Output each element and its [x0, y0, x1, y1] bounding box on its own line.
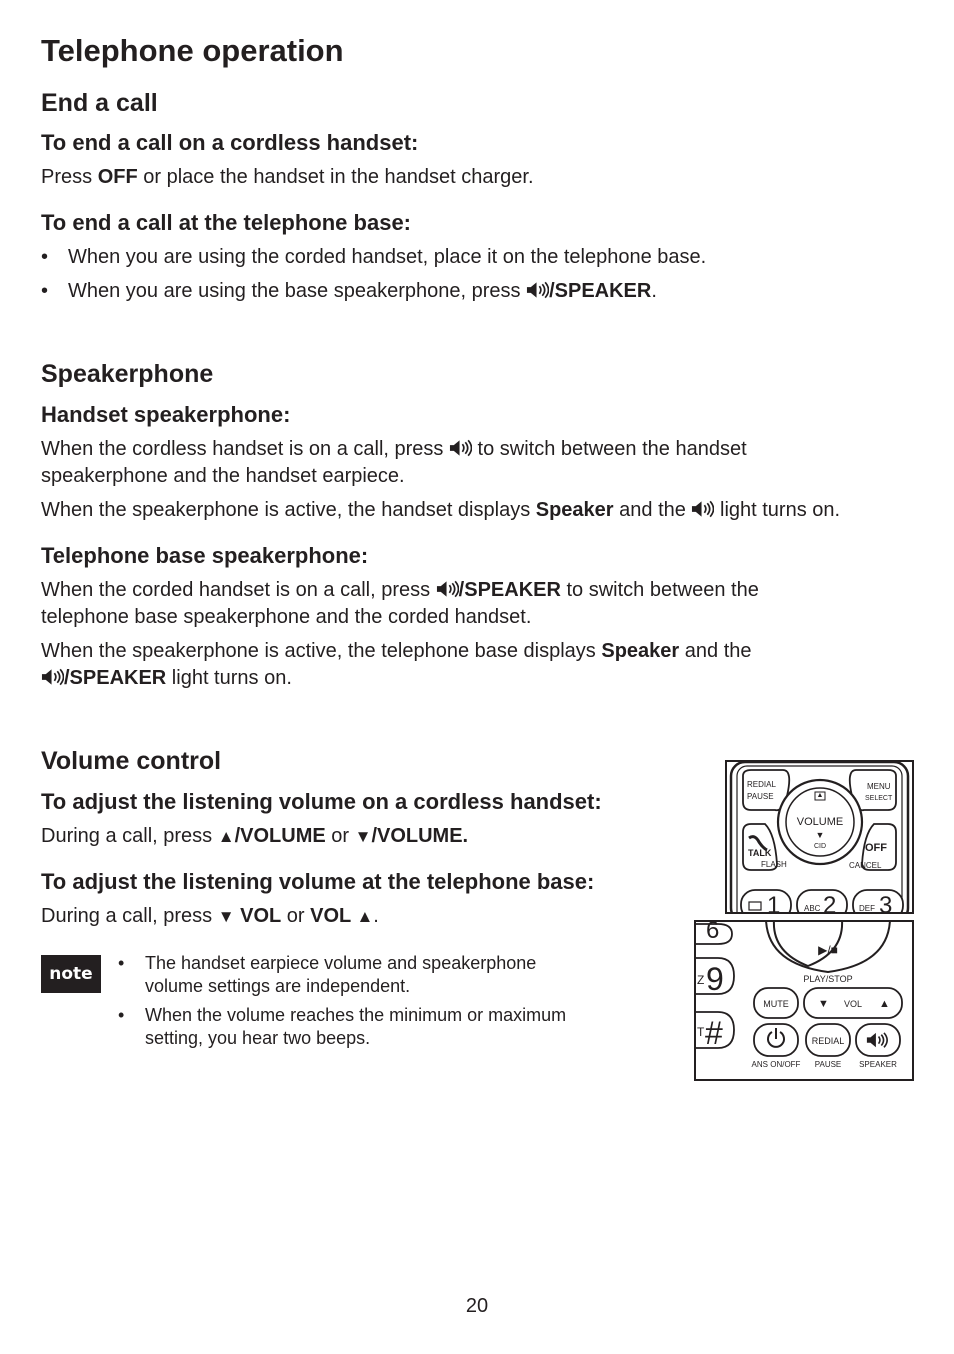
base-redial-label: REDIAL [811, 1036, 845, 1046]
up-arrow-icon: ▲ [217, 827, 235, 846]
base-speakerphone-text-1: When the corded handset is on a call, press /SPEAKER to switch between the telephone base speakerphone and the corded handset. [41, 579, 759, 628]
vol-down-icon: ▼ [818, 998, 829, 1010]
talk-label: TALK [748, 848, 772, 858]
speaker-icon [41, 668, 64, 686]
key-6-digit: 6 [706, 922, 720, 944]
speaker-icon [691, 500, 714, 518]
svg-text:▼: ▼ [815, 830, 825, 840]
play-stop-label: PLAY/STOP [803, 974, 853, 984]
key-2-digit: 2 [823, 892, 837, 912]
play-stop-button [766, 922, 890, 984]
key-2 [797, 890, 847, 912]
flash-label: FLASH [761, 860, 787, 869]
speaker-icon [449, 439, 472, 457]
mute-label: MUTE [763, 999, 789, 1009]
subheading-volume-base: To adjust the listening volume at the telephone base: [41, 869, 595, 894]
down-arrow-icon: ▼ [217, 907, 235, 926]
key-9-letters: Z [697, 973, 705, 987]
section-heading-end-call: End a call [41, 89, 158, 117]
play-stop-icon: ▶/■ [818, 943, 838, 957]
key-1-digit: 1 [767, 892, 781, 912]
key-3-digit: 3 [879, 892, 893, 912]
ans-onoff-label: ANS ON/OFF [751, 1060, 801, 1069]
ans-onoff-button [752, 1024, 801, 1069]
navigation-ring [778, 780, 862, 864]
subheading-end-call-cordless: To end a call on a cordless handset: [41, 130, 419, 155]
handset-keypad-illustration [725, 760, 914, 914]
key-hash-symbol: # [705, 1015, 723, 1051]
volume-label: VOLUME [796, 816, 844, 828]
svg-text:▲: ▲ [816, 792, 824, 799]
subheading-handset-speakerphone: Handset speakerphone: [41, 402, 291, 427]
base-speakerphone-text-2: When the speakerphone is active, the telephone base displays Speaker and the /SPEAKER light turns on. [41, 640, 752, 689]
volume-handset-text: During a call, press ▲/VOLUME or ▼/VOLUME. [41, 823, 681, 850]
down-arrow-icon: ▼ [354, 827, 372, 846]
key-3 [853, 890, 903, 912]
base-keypad-illustration [694, 920, 914, 1081]
volume-rocker [804, 988, 902, 1018]
base-pause-label: PAUSE [814, 1060, 842, 1069]
key-2-letters: ABC [804, 904, 821, 912]
subheading-end-call-base: To end a call at the telephone base: [41, 210, 412, 235]
section-heading-volume: Volume control [41, 747, 222, 775]
key-hash [696, 1012, 734, 1051]
key-3-letters: DEF [859, 904, 875, 912]
off-label: OFF [865, 842, 887, 854]
page-number: 20 [465, 1295, 489, 1317]
vol-label: VOL [843, 999, 863, 1009]
speaker-button [856, 1024, 900, 1069]
pause-label: PAUSE [747, 792, 774, 801]
section-heading-speakerphone: Speakerphone [41, 360, 214, 388]
cid-label: CID [813, 843, 827, 850]
mute-button [754, 988, 798, 1018]
cancel-label: CANCEL [849, 861, 882, 870]
base-speaker-label: SPEAKER [859, 1060, 897, 1069]
handset-speakerphone-text-2: When the speakerphone is active, the handset displays Speaker and the light turns on. [41, 499, 841, 521]
key-9 [696, 958, 734, 997]
up-arrow-icon: ▲ [356, 907, 374, 926]
key-6 [696, 922, 732, 944]
subheading-base-speakerphone: Telephone base speakerphone: [41, 543, 369, 568]
speaker-icon [436, 580, 459, 598]
end-call-cordless-text: Press OFF or place the handset in the handset charger. [41, 166, 534, 188]
vol-up-icon: ▲ [879, 998, 890, 1010]
key-1 [741, 890, 791, 912]
subheading-volume-handset: To adjust the listening volume on a cordless handset: [41, 789, 602, 814]
volume-base-text: During a call, press ▼ VOL or VOL ▲. [41, 903, 681, 930]
redial-label: REDIAL [747, 780, 776, 789]
key-9-digit: 9 [706, 961, 724, 997]
speaker-icon [526, 281, 549, 299]
select-label: SELECT [865, 795, 893, 802]
menu-label: MENU [867, 782, 891, 791]
page-title: Telephone operation [41, 33, 344, 68]
handset-speakerphone-text-1: When the cordless handset is on a call, press to switch between the handset speakerphone and the handset earpiece. [41, 438, 747, 487]
key-hash-letters: T [697, 1025, 705, 1039]
note-badge: note [41, 955, 101, 993]
redial-pause-button [806, 1024, 850, 1069]
